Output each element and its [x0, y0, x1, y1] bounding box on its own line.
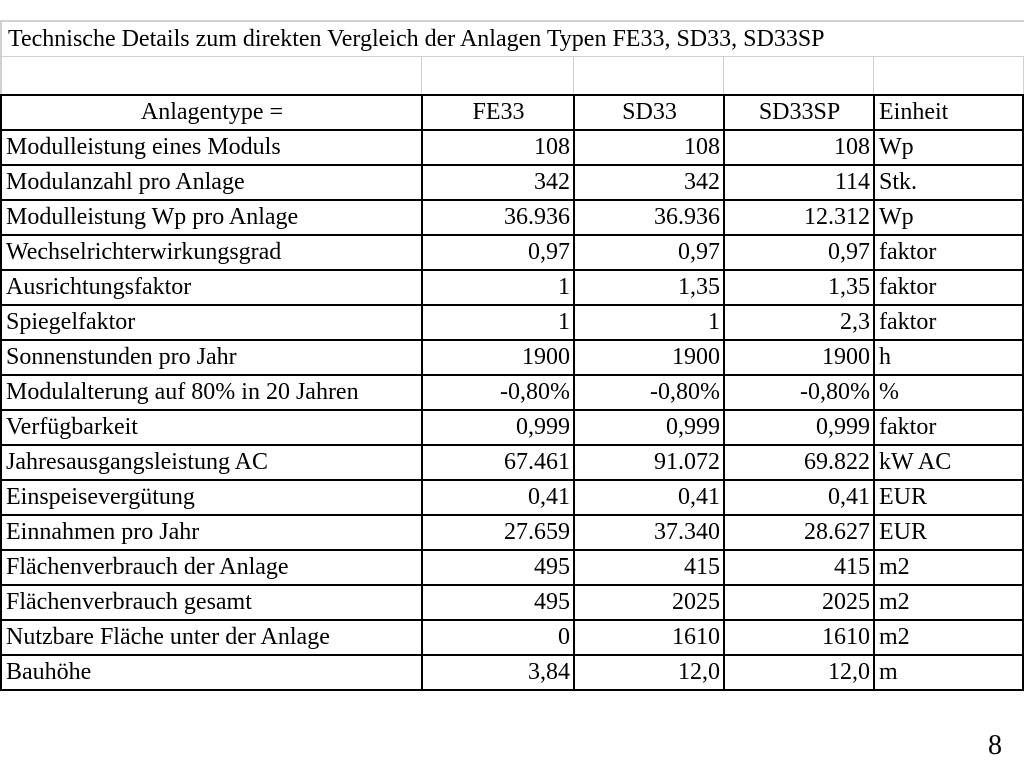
row-value: 1,35	[574, 270, 724, 305]
row-label: Flächenverbrauch der Anlage	[1, 550, 422, 585]
comparison-table	[0, 94, 1024, 691]
page-number: 8	[988, 730, 1002, 761]
table-row	[1, 655, 1023, 690]
table-row	[1, 515, 1023, 550]
row-value: 1,35	[724, 270, 874, 305]
row-value: 1610	[724, 620, 874, 655]
row-value: 0,97	[724, 235, 874, 270]
row-value: 0,999	[574, 410, 724, 445]
table-row	[1, 445, 1023, 480]
header-type-sd33: SD33	[574, 95, 724, 130]
row-unit: faktor	[874, 270, 1023, 305]
row-label: Jahresausgangsleistung AC	[1, 445, 422, 480]
empty-cell	[724, 57, 874, 94]
row-label: Spiegelfaktor	[1, 305, 422, 340]
row-label: Einspeisevergütung	[1, 480, 422, 515]
spreadsheet	[0, 20, 1024, 685]
row-label: Modulanzahl pro Anlage	[1, 165, 422, 200]
row-value: 1900	[574, 340, 724, 375]
header-type-fe33: FE33	[422, 95, 574, 130]
row-value: 37.340	[574, 515, 724, 550]
row-value: 3,84	[422, 655, 574, 690]
table-row	[1, 375, 1023, 410]
row-unit: kW AC	[874, 445, 1023, 480]
row-value: 108	[724, 130, 874, 165]
empty-cell	[422, 57, 574, 94]
row-value: 1610	[574, 620, 724, 655]
row-value: 12,0	[724, 655, 874, 690]
empty-cell	[574, 57, 724, 94]
table-row	[1, 270, 1023, 305]
row-label: Modulleistung eines Moduls	[1, 130, 422, 165]
row-value: 28.627	[724, 515, 874, 550]
row-unit: h	[874, 340, 1023, 375]
table-row	[1, 200, 1023, 235]
row-label: Einnahmen pro Jahr	[1, 515, 422, 550]
table-row	[1, 410, 1023, 445]
row-value: 36.936	[574, 200, 724, 235]
table-row	[1, 340, 1023, 375]
row-unit: faktor	[874, 410, 1023, 445]
row-value: 27.659	[422, 515, 574, 550]
row-label: Verfügbarkeit	[1, 410, 422, 445]
row-value: 0,41	[574, 480, 724, 515]
row-value: 0,999	[724, 410, 874, 445]
table-row	[1, 480, 1023, 515]
row-unit: EUR	[874, 515, 1023, 550]
row-unit: m2	[874, 550, 1023, 585]
row-value: 342	[422, 165, 574, 200]
row-unit: Stk.	[874, 165, 1023, 200]
row-unit: Wp	[874, 200, 1023, 235]
header-row	[1, 95, 1023, 130]
row-unit: m2	[874, 620, 1023, 655]
row-value: 67.461	[422, 445, 574, 480]
row-label: Modulalterung auf 80% in 20 Jahren	[1, 375, 422, 410]
row-unit: m	[874, 655, 1023, 690]
row-label: Wechselrichterwirkungsgrad	[1, 235, 422, 270]
row-value: 36.936	[422, 200, 574, 235]
row-value: 0,41	[422, 480, 574, 515]
header-label: Anlagentype =	[1, 95, 422, 130]
table-title: Technische Details zum direkten Vergleich der Anlagen Typen FE33, SD33, SD33SP	[0, 20, 1024, 57]
row-value: 69.822	[724, 445, 874, 480]
row-value: 0,41	[724, 480, 874, 515]
table-row	[1, 165, 1023, 200]
row-label: Nutzbare Fläche unter der Anlage	[1, 620, 422, 655]
row-value: 415	[724, 550, 874, 585]
row-value: 342	[574, 165, 724, 200]
row-value: 108	[422, 130, 574, 165]
table-row	[1, 585, 1023, 620]
row-unit: EUR	[874, 480, 1023, 515]
row-label: Bauhöhe	[1, 655, 422, 690]
table-row	[1, 305, 1023, 340]
table-row	[1, 130, 1023, 165]
header-type-sd33sp: SD33SP	[724, 95, 874, 130]
row-unit: m2	[874, 585, 1023, 620]
row-unit: faktor	[874, 305, 1023, 340]
row-label: Ausrichtungsfaktor	[1, 270, 422, 305]
row-value: 1	[574, 305, 724, 340]
row-value: 0	[422, 620, 574, 655]
empty-cell	[2, 57, 422, 94]
row-value: 0,97	[574, 235, 724, 270]
header-unit: Einheit	[874, 95, 1023, 130]
row-value: 495	[422, 550, 574, 585]
row-value: 2,3	[724, 305, 874, 340]
row-value: 0,97	[422, 235, 574, 270]
row-value: -0,80%	[574, 375, 724, 410]
row-value: 1900	[422, 340, 574, 375]
row-value: 1900	[724, 340, 874, 375]
row-value: 91.072	[574, 445, 724, 480]
row-value: 12.312	[724, 200, 874, 235]
row-value: -0,80%	[724, 375, 874, 410]
row-value: 495	[422, 585, 574, 620]
table-row	[1, 620, 1023, 655]
empty-row	[0, 57, 1024, 94]
row-value: 114	[724, 165, 874, 200]
row-value: 415	[574, 550, 724, 585]
row-label: Modulleistung Wp pro Anlage	[1, 200, 422, 235]
row-value: 1	[422, 305, 574, 340]
row-unit: Wp	[874, 130, 1023, 165]
row-value: 1	[422, 270, 574, 305]
row-label: Flächenverbrauch gesamt	[1, 585, 422, 620]
row-value: 12,0	[574, 655, 724, 690]
row-value: 0,999	[422, 410, 574, 445]
table-row	[1, 235, 1023, 270]
empty-cell	[874, 57, 1024, 94]
row-unit: faktor	[874, 235, 1023, 270]
table-row	[1, 550, 1023, 585]
row-value: 108	[574, 130, 724, 165]
row-label: Sonnenstunden pro Jahr	[1, 340, 422, 375]
row-unit: %	[874, 375, 1023, 410]
row-value: 2025	[724, 585, 874, 620]
row-value: -0,80%	[422, 375, 574, 410]
row-value: 2025	[574, 585, 724, 620]
